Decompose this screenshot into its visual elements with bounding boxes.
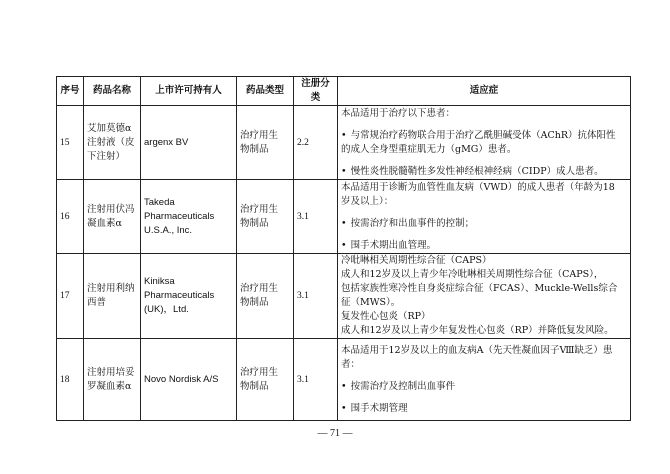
bullet-icon: • xyxy=(341,165,347,177)
table-row xyxy=(57,180,631,254)
bullet-icon: • xyxy=(341,402,347,414)
indication-line xyxy=(341,358,627,372)
indication-text: 冷吡啉相关周期性综合征（CAPS） xyxy=(341,255,492,266)
indication-text: 与常规治疗药物联合用于治疗乙酰胆碱受体（AChR）抗体阳性 xyxy=(350,129,616,141)
indication-text: 复发性心包炎（RP） xyxy=(341,311,431,322)
cell-line: 物制品 xyxy=(240,217,269,229)
indication-line xyxy=(341,129,627,143)
cell-line: 注射用伏冯 xyxy=(87,203,135,215)
cell-license-holder xyxy=(141,339,237,421)
cell-line: 治疗用生 xyxy=(240,283,279,294)
indication-line xyxy=(341,195,627,209)
cell-registration-class: 3.1 xyxy=(294,180,338,254)
cell-serial-number: 17 xyxy=(57,254,84,339)
cell-drug-name xyxy=(84,106,141,180)
header-serial-number: 序号 xyxy=(57,77,84,106)
cell-serial-number: 16 xyxy=(57,180,84,254)
cell-line: Takeda xyxy=(144,196,175,208)
cell-line: 注射用利纳 xyxy=(87,283,135,294)
header-drug-type: 药品类型 xyxy=(237,77,294,106)
indication-line xyxy=(341,296,627,310)
header-license-holder: 上市许可持有人 xyxy=(141,77,237,106)
indication-text: 岁及以上）： xyxy=(341,195,394,207)
indication-text: 征（MWS）。 xyxy=(341,297,401,308)
indication-line xyxy=(341,380,627,394)
cell-license-holder xyxy=(141,106,237,180)
indication-text: 的成人全身型重症肌无力（gMG）患者。 xyxy=(341,143,517,155)
cell-drug-type xyxy=(237,339,294,421)
bullet-icon: • xyxy=(341,217,347,229)
cell-drug-type xyxy=(237,180,294,254)
indication-text: 者： xyxy=(341,358,361,370)
cell-indication xyxy=(338,254,631,339)
cell-line: 西普 xyxy=(87,297,107,308)
cell-line: Pharmaceuticals xyxy=(144,210,215,222)
cell-line: Kiniksa xyxy=(144,276,175,287)
line-gap xyxy=(341,157,627,165)
header-registration-class: 注册分类 xyxy=(294,77,338,106)
cell-line: 注射液（皮 xyxy=(87,136,135,148)
indication-line xyxy=(341,143,627,157)
indication-line xyxy=(341,217,627,231)
cell-line: 治疗用生 xyxy=(240,129,279,141)
indication-line xyxy=(341,344,627,358)
bullet-icon: • xyxy=(341,380,347,392)
cell-line: U.S.A., Inc. xyxy=(144,224,193,236)
cell-line: 治疗用生 xyxy=(240,366,279,378)
drug-approval-table xyxy=(56,76,631,421)
cell-registration-class: 2.2 xyxy=(294,106,338,180)
indication-line xyxy=(341,282,627,296)
indication-text: 本品适用于治疗以下患者： xyxy=(341,107,456,119)
indication-line xyxy=(341,107,627,121)
cell-line: 下注射） xyxy=(87,150,126,162)
cell-license-holder xyxy=(141,180,237,254)
table-row xyxy=(57,254,631,339)
cell-drug-type xyxy=(237,254,294,339)
indication-text: 按需治疗和出血事件的控制； xyxy=(350,217,475,229)
cell-registration-class: 3.1 xyxy=(294,339,338,421)
indication-text: 成人和12岁及以上青少年复发性心包炎（RP）并降低复发风险。 xyxy=(341,325,614,336)
cell-line: 治疗用生 xyxy=(240,203,279,215)
header-drug-name: 药品名称 xyxy=(84,77,141,106)
indication-line xyxy=(341,402,627,416)
cell-registration-class: 3.1 xyxy=(294,254,338,339)
cell-line: 艾加莫德α xyxy=(87,122,132,134)
indication-text: 成人和12岁及以上青少年冷吡啉相关周期性综合征（CAPS）， xyxy=(341,269,604,280)
bullet-icon: • xyxy=(341,239,347,251)
table-row xyxy=(57,339,631,421)
indication-line xyxy=(341,165,627,179)
cell-line: 物制品 xyxy=(240,380,269,392)
indication-text: 慢性炎性脱髓鞘性多发性神经根神经病（CIDP）成人患者。 xyxy=(350,165,604,177)
indication-line xyxy=(341,268,627,282)
cell-line: (UK)，Ltd. xyxy=(144,304,189,315)
table-header-row xyxy=(57,77,631,106)
line-gap xyxy=(341,121,627,129)
cell-line: Novo Nordisk A/S xyxy=(144,373,219,385)
line-gap xyxy=(341,231,627,239)
indication-line xyxy=(341,324,627,338)
bullet-icon: • xyxy=(341,129,347,141)
line-gap xyxy=(341,372,627,380)
indication-text: 围手术期出血管理。 xyxy=(350,239,437,251)
cell-license-holder xyxy=(141,254,237,339)
line-gap xyxy=(341,209,627,217)
indication-text: 本品适用于诊断为血管性血友病（VWD）的成人患者（年龄为18 xyxy=(341,181,615,193)
cell-drug-name xyxy=(84,254,141,339)
cell-serial-number: 15 xyxy=(57,106,84,180)
page-number: — 71 — xyxy=(317,428,353,439)
cell-line: 物制品 xyxy=(240,297,269,308)
cell-indication xyxy=(338,180,631,254)
cell-line: 罗凝血素α xyxy=(87,380,132,392)
indication-text: 本品适用于12岁及以上的血友病A（先天性凝血因子Ⅷ缺乏）患 xyxy=(341,344,613,356)
cell-line: Pharmaceuticals xyxy=(144,290,215,301)
indication-line xyxy=(341,254,627,268)
cell-line: 凝血素α xyxy=(87,217,122,229)
indication-text: 包括家族性寒冷性自身炎症综合征（FCAS）、Muckle-Wells综合 xyxy=(341,283,618,294)
cell-drug-name xyxy=(84,180,141,254)
cell-line: argenx BV xyxy=(144,136,189,148)
cell-indication xyxy=(338,106,631,180)
header-indication: 适应症 xyxy=(338,77,631,106)
cell-line: 物制品 xyxy=(240,143,269,155)
table-row xyxy=(57,106,631,180)
indication-text: 围手术期管理 xyxy=(350,402,408,414)
indication-line xyxy=(341,310,627,324)
cell-drug-name xyxy=(84,339,141,421)
cell-drug-type xyxy=(237,106,294,180)
cell-indication xyxy=(338,339,631,421)
cell-serial-number: 18 xyxy=(57,339,84,421)
indication-line xyxy=(341,239,627,253)
table-body xyxy=(57,106,631,421)
line-gap xyxy=(341,394,627,402)
indication-text: 按需治疗及控制出血事件 xyxy=(350,380,456,392)
indication-line xyxy=(341,181,627,195)
cell-line: 注射用培妥 xyxy=(87,366,135,378)
